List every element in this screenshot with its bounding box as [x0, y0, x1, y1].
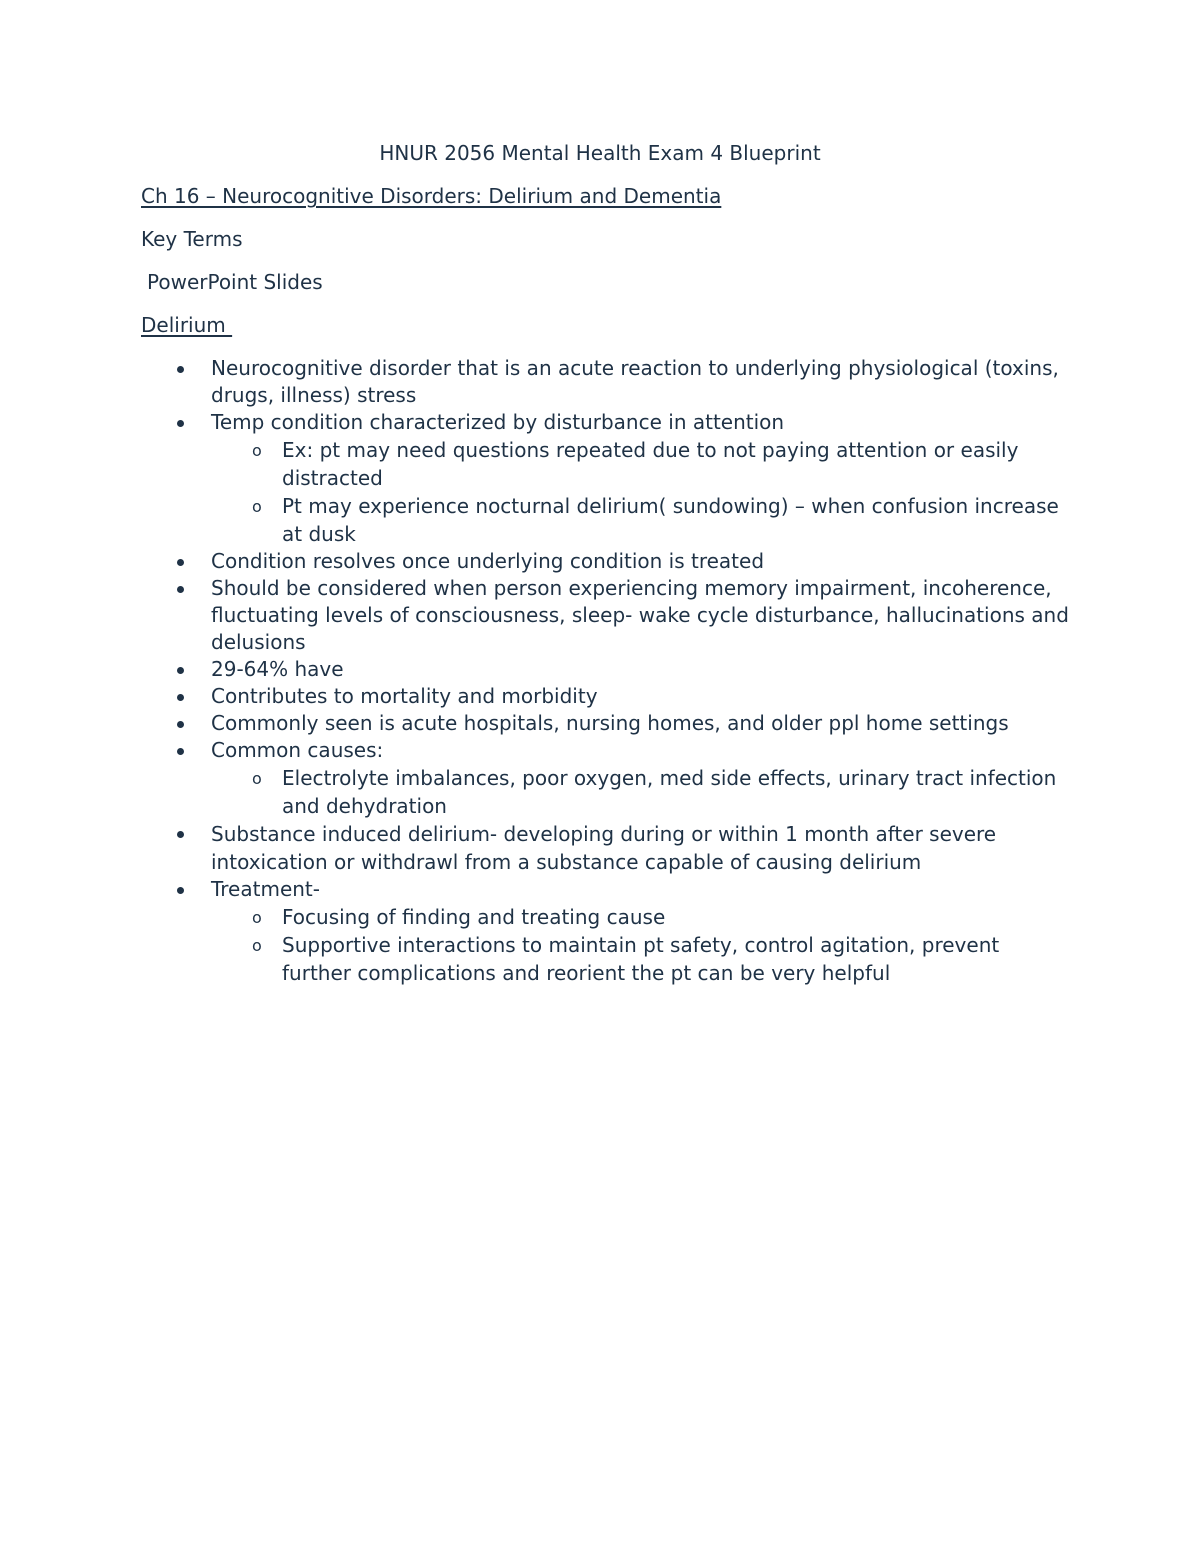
document-title: HNUR 2056 Mental Health Exam 4 Blueprint	[379, 141, 821, 165]
sub-list-item	[211, 764, 1071, 820]
bullet-icon	[177, 586, 184, 593]
sub-bullet-icon: o	[252, 441, 262, 460]
sub-list-item	[211, 931, 1071, 987]
list-item	[141, 575, 1071, 656]
sub-bullet-icon: o	[252, 497, 262, 516]
list-item-text: Neurocognitive disorder that is an acute reaction to underlying physiological (toxins, drugs, illness) stress	[211, 356, 1059, 407]
list-item	[141, 683, 1071, 710]
chapter-heading: Ch 16 – Neurocognitive Disorders: Delirium and Dementia	[141, 184, 722, 208]
bullet-icon	[177, 420, 184, 427]
sub-list-item-text: Supportive interactions to maintain pt safety, control agitation, prevent further complications and reorient the pt can be very helpful	[282, 933, 1000, 985]
powerpoint-slides-label: PowerPoint Slides	[147, 270, 323, 294]
sub-list-item-text: Focusing of finding and treating cause	[282, 905, 666, 929]
sub-list	[211, 764, 1071, 820]
list-item	[141, 820, 1071, 876]
list-item	[141, 876, 1071, 987]
sub-list	[211, 903, 1071, 987]
bullet-icon	[177, 667, 184, 674]
sub-list	[211, 436, 1071, 548]
list-item	[141, 409, 1071, 548]
list-item-text: Temp condition characterized by disturbance in attention	[211, 410, 785, 434]
sub-list-item	[211, 436, 1071, 492]
bullet-icon	[177, 694, 184, 701]
list-item-text: Contributes to mortality and morbidity	[211, 684, 598, 708]
sub-bullet-icon: o	[252, 908, 262, 927]
sub-list-item	[211, 492, 1071, 548]
list-item-text: Common causes:	[211, 738, 384, 762]
list-item	[141, 656, 1071, 683]
list-item	[141, 355, 1071, 409]
bullet-icon	[177, 721, 184, 728]
bullet-icon	[177, 366, 184, 373]
list-item-text: Commonly seen is acute hospitals, nursing homes, and older ppl home settings	[211, 711, 1009, 735]
list-item-text: Should be considered when person experiencing memory impairment, incoherence, fluctuating levels of consciousness, sleep- wake cycle disturbance, hallucinations and delusions	[211, 576, 1069, 654]
list-item	[141, 710, 1071, 737]
list-item-text: Condition resolves once underlying condition is treated	[211, 549, 765, 573]
bullet-icon	[177, 748, 184, 755]
sub-list-item-text: Pt may experience nocturnal delirium( sundowing) – when confusion increase at dusk	[282, 494, 1059, 546]
bullet-icon	[177, 887, 184, 894]
list-item	[141, 737, 1071, 820]
key-terms-label: Key Terms	[141, 227, 243, 251]
sub-list-item-text: Ex: pt may need questions repeated due to not paying attention or easily distracted	[282, 438, 1019, 490]
list-item-text: Treatment-	[211, 877, 320, 901]
sub-bullet-icon: o	[252, 936, 262, 955]
sub-list-item	[211, 903, 1071, 931]
list-item-text: Substance induced delirium- developing during or within 1 month after severe intoxication or withdrawl from a substance capable of causing delirium	[211, 822, 997, 874]
delirium-bullet-list	[141, 355, 1071, 987]
section-heading-delirium: Delirium	[141, 313, 233, 337]
list-item	[141, 548, 1071, 575]
list-item-text: 29-64% have	[211, 657, 344, 681]
sub-bullet-icon: o	[252, 769, 262, 788]
sub-list-item-text: Electrolyte imbalances, poor oxygen, med side effects, urinary tract infection and dehydration	[282, 766, 1057, 818]
bullet-icon	[177, 559, 184, 566]
bullet-icon	[177, 831, 184, 838]
